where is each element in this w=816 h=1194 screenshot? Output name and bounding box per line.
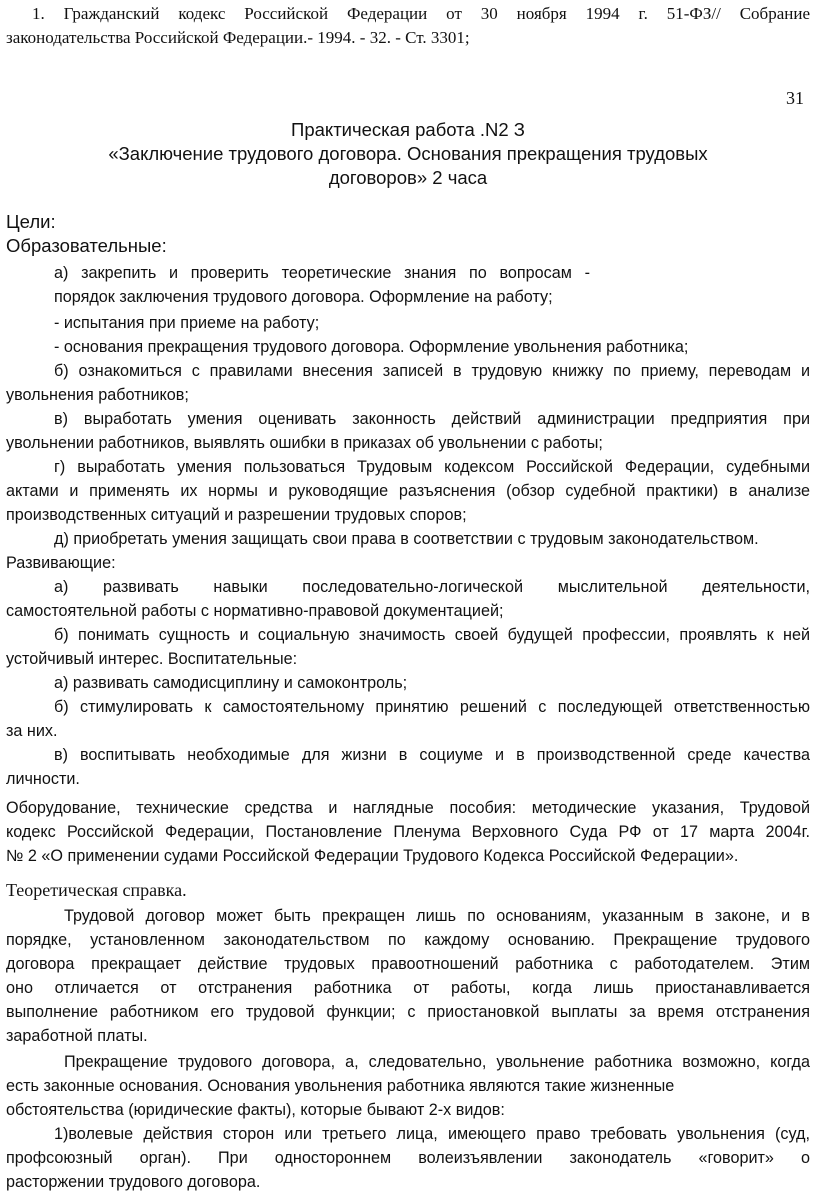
educational-item-a-3: - испытания при приеме на работу; [54, 314, 320, 332]
educational-item-e-1: д) приобретать умения защищать свои права в соответствии с трудовым законодательством. [54, 530, 759, 548]
theory-p1-line-2: порядке, установленном законодательством по каждому основанию. Прекращение трудового [6, 931, 810, 949]
educational-item-a-1: а) закрепить и проверить теоретические знания по вопросам - [54, 264, 590, 282]
theory-heading: Теоретическая справка. [6, 880, 187, 900]
theory-p3-line-1: 1)волевые действия сторон или третьего лица, имеющего право требовать увольнения (суд, [54, 1125, 810, 1143]
theory-p1-line-3: договора прекращает действие трудовых правоотношений работника с работодателем. Этим [6, 955, 810, 973]
equipment-line-2: кодекс Российской Федерации, Постановление Пленума Верховного Суда РФ от 17 марта 2004г. [6, 823, 810, 841]
theory-p2-line-3: обстоятельства (юридические факты), которые бывают 2-х видов: [6, 1101, 505, 1119]
educational-item-b-2: увольнения работников; [6, 386, 189, 404]
title-line-2: «Заключение трудового договора. Основания прекращения трудовых [108, 143, 708, 164]
theory-p3-line-3: расторжении трудового договора. [6, 1173, 261, 1191]
theory-p1-line-6: заработной платы. [6, 1027, 148, 1045]
educational-item-b-1: б) ознакомиться с правилами внесения записей в трудовую книжку по приему, переводам и [54, 362, 810, 380]
upbringing-item-c-1: в) воспитывать необходимые для жизни в социуме и в производственной среде качества [54, 746, 810, 764]
page-number: 31 [786, 88, 804, 108]
developing-item-a-2: самостоятельной работы с нормативно-правовой документацией; [6, 602, 504, 620]
developing-item-b-1: б) понимать сущность и социальную значимость своей будущей профессии, проявлять к ней [54, 626, 810, 644]
educational-heading: Образовательные: [6, 235, 167, 256]
educational-item-a-2: порядок заключения трудового договора. Оформление на работу; [54, 288, 553, 306]
theory-p1-line-4: оно отличается от отстранения работника от работы, когда лишь приостанавливается [6, 979, 810, 997]
theory-p2-line-1: Прекращение трудового договора, а, следовательно, увольнение работника возможно, когда [64, 1053, 810, 1071]
reference-line-2: законодательства Российской Федерации.- 1994. - 32. - Ст. 3301; [6, 28, 470, 47]
theory-p1-line-5: выполнение работником его трудовой функции; с приостановкой выплаты за время отстранения [6, 1003, 810, 1021]
equipment-line-1: Оборудование, технические средства и наглядные пособия: методические указания, Трудовой [6, 799, 810, 817]
educational-item-c-1: в) выработать умения оценивать законность действий администрации предприятия при [54, 410, 810, 428]
title-line-1: Практическая работа .N2 З [291, 119, 525, 140]
theory-p1-line-1: Трудовой договор может быть прекращен лишь по основаниям, указанным в законе, и в [64, 907, 810, 925]
educational-item-d-3: производственных ситуаций и разрешении трудовых споров; [6, 506, 467, 524]
upbringing-item-b-2: за них. [6, 722, 58, 740]
theory-p2-line-2: есть законные основания. Основания увольнения работника являются такие жизненные [6, 1077, 675, 1095]
educational-item-c-2: увольнении работников, выявлять ошибки в приказах об увольнении с работы; [6, 434, 603, 452]
educational-item-a-4: - основания прекращения трудового договора. Оформление увольнения работника; [54, 338, 689, 356]
upbringing-item-b-1: б) стимулировать к самостоятельному принятию решений с последующей ответственностью [54, 698, 810, 716]
upbringing-item-a-1: а) развивать самодисциплину и самоконтроль; [54, 674, 408, 692]
educational-item-d-2: актами и применять их нормы и руководящие разъяснения (обзор судебной практики) в анализе [6, 482, 810, 500]
developing-heading: Развивающие: [6, 554, 116, 572]
upbringing-item-c-2: личности. [6, 770, 80, 788]
equipment-line-3: № 2 «О применении судами Российской Федерации Трудового Кодекса Российской Федерации». [6, 847, 739, 865]
developing-item-b-2: устойчивый интерес. Воспитательные: [6, 650, 298, 668]
reference-line-1: 1. Гражданский кодекс Российской Федерации от 30 ноября 1994 г. 51-ФЗ// Собрание [32, 4, 810, 23]
title-line-3: договоров» 2 часа [328, 167, 488, 188]
theory-p3-line-2: профсоюзный орган). При одностороннем волеизъявлении законодатель «говорит» о [6, 1149, 810, 1167]
goals-heading: Цели: [6, 211, 56, 232]
developing-item-a-1: а) развивать навыки последовательно-логической мыслительной деятельности, [54, 578, 810, 596]
educational-item-d-1: г) выработать умения пользоваться Трудовым кодексом Российской Федерации, судебными [54, 458, 810, 476]
